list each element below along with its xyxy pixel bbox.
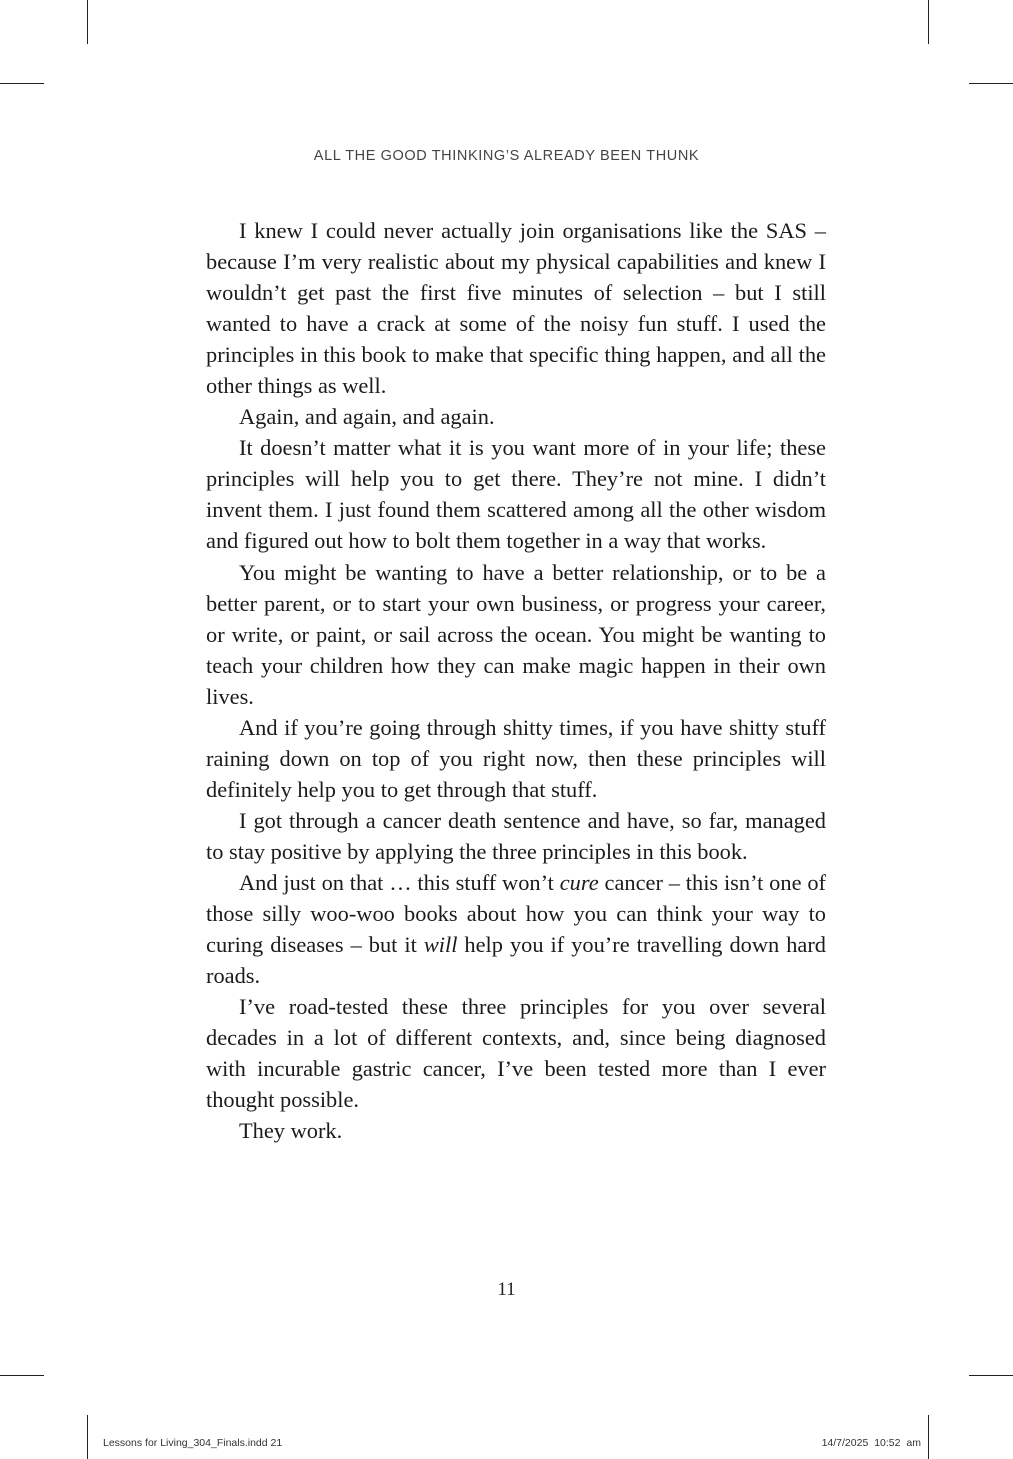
crop-mark-bottom-left — [87, 1415, 88, 1459]
body-paragraph — [206, 991, 826, 1115]
body-text — [206, 215, 826, 1146]
body-paragraph — [206, 215, 826, 401]
crop-mark-left-bottom — [0, 1375, 44, 1376]
page-number: 11 — [497, 1279, 516, 1300]
slug-timestamp: 14/7/2025 10:52 am — [821, 1437, 921, 1449]
crop-mark-right-bottom — [969, 1375, 1013, 1376]
body-paragraph — [206, 867, 826, 991]
slug-file-name: Lessons for Living_304_Finals.indd 21 — [103, 1437, 283, 1449]
body-paragraph — [206, 401, 826, 432]
paragraph-text: And if you’re going through shitty times, if you have shitty stuff raining down on top of you right now, then these principles will definitely help you to get through that stuff. — [206, 714, 826, 802]
paragraph-text: help you if you’re travelling down hard roads. — [206, 932, 826, 989]
body-paragraph — [206, 805, 826, 867]
crop-mark-left-top — [0, 83, 44, 84]
paragraph-text: cancer – this isn’t one of those silly woo-woo books about how you can think your way to curing diseases – but it — [206, 869, 826, 958]
paragraph-text: Again, and again, and again. — [239, 404, 495, 430]
crop-mark-bottom-right — [928, 1415, 929, 1459]
crop-mark-top-right — [928, 0, 929, 44]
paragraph-text: It doesn’t matter what it is you want more of in your life; these principles will help you to get there. They’re not mine. I didn’t invent them. I just found them scattered among all the other wisdom and figured out how to bolt them together in a way that works. — [206, 435, 826, 554]
paragraph-text: I knew I could never actually join organisations like the SAS – because I’m very realistic about my physical capabilities and knew I wouldn’t get past the first five minutes of selection – but I still wanted to have a crack at some of the noisy fun stuff. I used the principles in this book to make that specific thing happen, and all the other things as well. — [206, 218, 826, 399]
paragraph-text: You might be wanting to have a better relationship, or to be a better parent, or to start your own business, or progress your career, or write, or paint, or sail across the ocean. You might be wanting to teach your children how they can make magic happen in their own lives. — [206, 559, 826, 709]
italic-emphasis: cure — [559, 869, 599, 895]
paragraph-text: I’ve road-tested these three principles for you over several decades in a lot of different contexts, and, since being diagnosed with incurable gastric cancer, I’ve been tested more than I ever thought possible. — [206, 994, 826, 1113]
paragraph-text: And just on that … this stuff won’t — [239, 869, 560, 895]
crop-mark-right-top — [969, 83, 1013, 84]
running-head: ALL THE GOOD THINKING’S ALREADY BEEN THUNK — [313, 148, 700, 164]
body-paragraph — [206, 432, 826, 556]
paragraph-text: They work. — [239, 1118, 343, 1144]
italic-emphasis: will — [423, 932, 458, 958]
body-paragraph — [206, 1115, 826, 1146]
paragraph-text: I got through a cancer death sentence and have, so far, managed to stay positive by applying the three principles in this book. — [206, 807, 826, 864]
body-paragraph — [206, 712, 826, 805]
body-paragraph — [206, 557, 826, 712]
crop-mark-top-left — [87, 0, 88, 44]
